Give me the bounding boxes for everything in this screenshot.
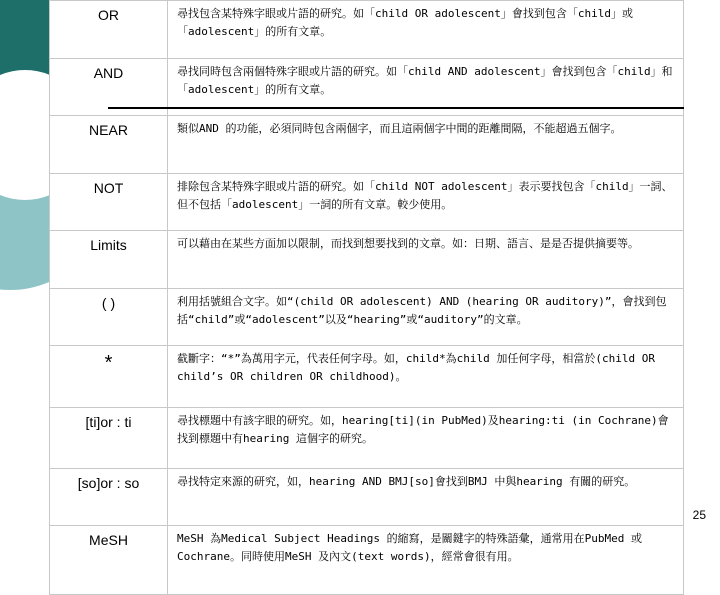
operator-term: Limits [50,231,168,289]
operator-description: 可以藉由在某些方面加以限制，而找到想要找到的文章。如：日期、語言、是是否提供摘要等。 [168,231,684,289]
operator-term: NEAR [50,116,168,174]
operator-term: [ti]or : ti [50,408,168,469]
search-operators-table [49,0,684,595]
table-row [50,469,684,526]
operator-term: [so]or : so [50,469,168,526]
operator-description: 尋找標題中有該字眼的研究。如，hearing[ti](in PubMed)及hearing:ti (in Cochrane)會找到標題中有hearing 這個字的研究。 [168,408,684,469]
operator-description: 類似AND 的功能，必須同時包含兩個字，而且這兩個字中間的距離間隔，不能超過五個字。 [168,116,684,174]
operator-description: 利用括號組合文字。如“(child OR adolescent) AND (hearing OR auditory)”，會找到包括“child”或“adolescent”以及“hearing”或“auditory”的文章。 [168,289,684,346]
table-row [50,346,684,408]
table-row [50,231,684,289]
page-number: 25 [692,508,706,522]
table-row [50,289,684,346]
operator-description: 尋找包含某特殊字眼或片語的研究。如「child OR adolescent」會找到包含「child」或「adolescent」的所有文章。 [168,1,684,59]
table-row [50,1,684,59]
operator-term: * [50,346,168,408]
table-row [50,526,684,595]
operator-description: MeSH 為Medical Subject Headings 的縮寫，是關鍵字的特殊語彙，通常用在PubMed 或Cochrane。同時使用MeSH 及內文(text words)，經常會很有用。 [168,526,684,595]
operator-description: 尋找同時包含兩個特殊字眼或片語的研究。如「child AND adolescent」會找到包含「child」和「adolescent」的所有文章。 [168,59,684,116]
table-row [50,116,684,174]
operator-term: MeSH [50,526,168,595]
operator-term: OR [50,1,168,59]
operator-description: 尋找特定來源的研究，如，hearing AND BMJ[so]會找到BMJ 中與hearing 有關的研究。 [168,469,684,526]
table-row [50,174,684,231]
operator-term: AND [50,59,168,116]
horizontal-rule [108,107,684,109]
operator-term: NOT [50,174,168,231]
operator-term: ( ) [50,289,168,346]
table-row [50,408,684,469]
operator-description: 截斷字：“*”為萬用字元，代表任何字母。如，child*為child 加任何字母，相當於(child OR child’s OR children OR childhood)。 [168,346,684,408]
operator-description: 排除包含某特殊字眼或片語的研究。如「child NOT adolescent」表示要找包含「child」一詞、但不包括「adolescent」一詞的所有文章。較少使用。 [168,174,684,231]
